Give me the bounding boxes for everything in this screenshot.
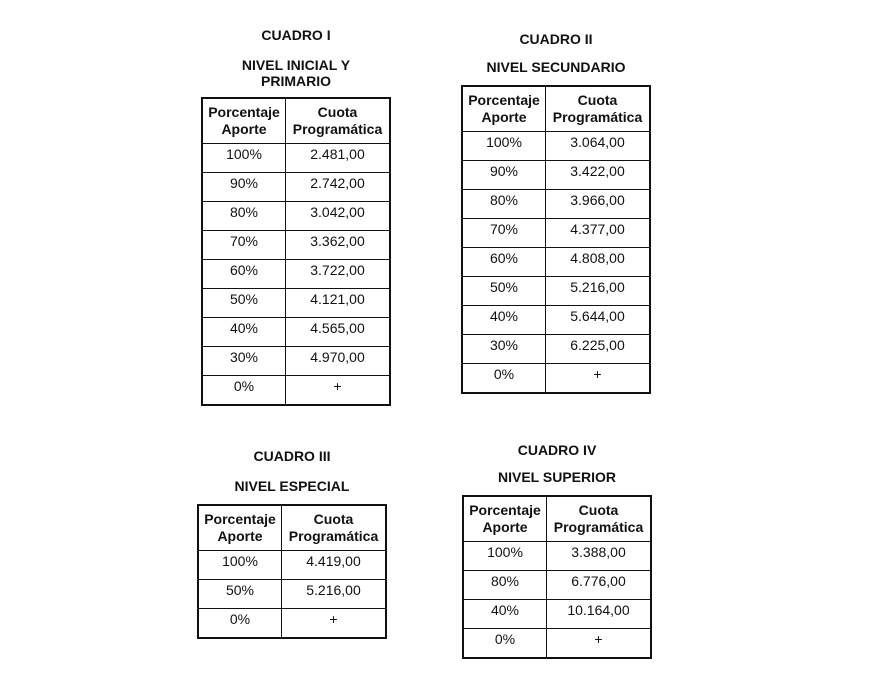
level-title: NIVEL SECUNDARIO <box>486 59 626 75</box>
cuadro-1 <box>200 27 392 406</box>
table-row <box>462 335 650 364</box>
cuadro-4 <box>461 442 653 659</box>
quota-cell: 5.216,00 <box>282 580 387 609</box>
percent-cell: 50% <box>462 277 546 306</box>
quota-cell: 4.808,00 <box>546 248 651 277</box>
percent-cell: 100% <box>463 542 547 571</box>
quota-cell: 4.970,00 <box>286 347 391 376</box>
table-row <box>202 260 390 289</box>
percent-cell: 50% <box>198 580 282 609</box>
quota-cell: 4.121,00 <box>286 289 391 318</box>
percent-cell: 40% <box>462 306 546 335</box>
table-row <box>463 571 651 600</box>
table-row <box>463 542 651 571</box>
header-quota: Cuota Programática <box>547 496 652 542</box>
cuadro-title: CUADRO IV <box>517 442 597 458</box>
quota-table <box>201 97 391 406</box>
quota-cell: 2.742,00 <box>286 173 391 202</box>
percent-cell: 0% <box>202 376 286 406</box>
table-row <box>202 173 390 202</box>
quota-cell: 3.966,00 <box>546 190 651 219</box>
table-header-row <box>462 86 650 132</box>
table-header-row <box>198 505 386 551</box>
quota-cell: + <box>282 609 387 639</box>
level-title: NIVEL INICIAL Y PRIMARIO <box>241 57 351 89</box>
quota-cell: 3.722,00 <box>286 260 391 289</box>
quota-cell: 10.164,00 <box>547 600 652 629</box>
percent-cell: 60% <box>202 260 286 289</box>
quota-cell: 4.419,00 <box>282 551 387 580</box>
header-percent: Porcentaje Aporte <box>462 86 546 132</box>
percent-cell: 70% <box>202 231 286 260</box>
header-quota: Cuota Programática <box>546 86 651 132</box>
level-title: NIVEL SUPERIOR <box>498 469 616 485</box>
level-title: NIVEL ESPECIAL <box>234 478 350 494</box>
quota-cell: + <box>546 364 651 394</box>
table-row <box>202 289 390 318</box>
table-row <box>463 600 651 629</box>
percent-cell: 80% <box>463 571 547 600</box>
table-row <box>462 248 650 277</box>
table-row <box>462 219 650 248</box>
percent-cell: 90% <box>202 173 286 202</box>
percent-cell: 80% <box>202 202 286 231</box>
quota-table <box>197 504 387 639</box>
table-row <box>462 277 650 306</box>
percent-cell: 30% <box>202 347 286 376</box>
quota-table <box>461 85 651 394</box>
percent-cell: 70% <box>462 219 546 248</box>
header-percent: Porcentaje Aporte <box>463 496 547 542</box>
percent-cell: 100% <box>462 132 546 161</box>
table-header-row <box>463 496 651 542</box>
table-row <box>202 144 390 173</box>
quota-cell: 5.644,00 <box>546 306 651 335</box>
table-header-row <box>202 98 390 144</box>
percent-cell: 0% <box>462 364 546 394</box>
percent-cell: 30% <box>462 335 546 364</box>
percent-cell: 40% <box>202 318 286 347</box>
quota-cell: 3.422,00 <box>546 161 651 190</box>
table-row <box>198 580 386 609</box>
quota-cell: 6.776,00 <box>547 571 652 600</box>
quota-cell: 3.388,00 <box>547 542 652 571</box>
table-row <box>198 609 386 639</box>
quota-cell: 3.064,00 <box>546 132 651 161</box>
table-row <box>462 161 650 190</box>
quota-cell: 6.225,00 <box>546 335 651 364</box>
table-row <box>462 132 650 161</box>
quota-cell: + <box>286 376 391 406</box>
cuadro-title: CUADRO III <box>253 448 331 464</box>
quota-cell: 4.565,00 <box>286 318 391 347</box>
percent-cell: 90% <box>462 161 546 190</box>
table-row <box>202 231 390 260</box>
table-row <box>463 629 651 659</box>
table-row <box>198 551 386 580</box>
quota-cell: 4.377,00 <box>546 219 651 248</box>
header-quota: Cuota Programática <box>286 98 391 144</box>
header-quota: Cuota Programática <box>282 505 387 551</box>
percent-cell: 0% <box>463 629 547 659</box>
table-row <box>202 318 390 347</box>
header-percent: Porcentaje Aporte <box>202 98 286 144</box>
quota-table <box>462 495 652 659</box>
quota-cell: + <box>547 629 652 659</box>
cuadro-title: CUADRO II <box>519 31 593 47</box>
quota-cell: 3.042,00 <box>286 202 391 231</box>
table-row <box>202 376 390 406</box>
quota-cell: 5.216,00 <box>546 277 651 306</box>
percent-cell: 0% <box>198 609 282 639</box>
table-row <box>202 202 390 231</box>
percent-cell: 50% <box>202 289 286 318</box>
percent-cell: 80% <box>462 190 546 219</box>
cuadro-title: CUADRO I <box>261 27 331 43</box>
cuadro-2 <box>460 31 652 394</box>
percent-cell: 40% <box>463 600 547 629</box>
header-percent: Porcentaje Aporte <box>198 505 282 551</box>
table-row <box>202 347 390 376</box>
percent-cell: 100% <box>202 144 286 173</box>
cuadro-3 <box>196 448 388 639</box>
percent-cell: 100% <box>198 551 282 580</box>
table-row <box>462 364 650 394</box>
table-row <box>462 306 650 335</box>
table-row <box>462 190 650 219</box>
quota-cell: 3.362,00 <box>286 231 391 260</box>
percent-cell: 60% <box>462 248 546 277</box>
quota-cell: 2.481,00 <box>286 144 391 173</box>
